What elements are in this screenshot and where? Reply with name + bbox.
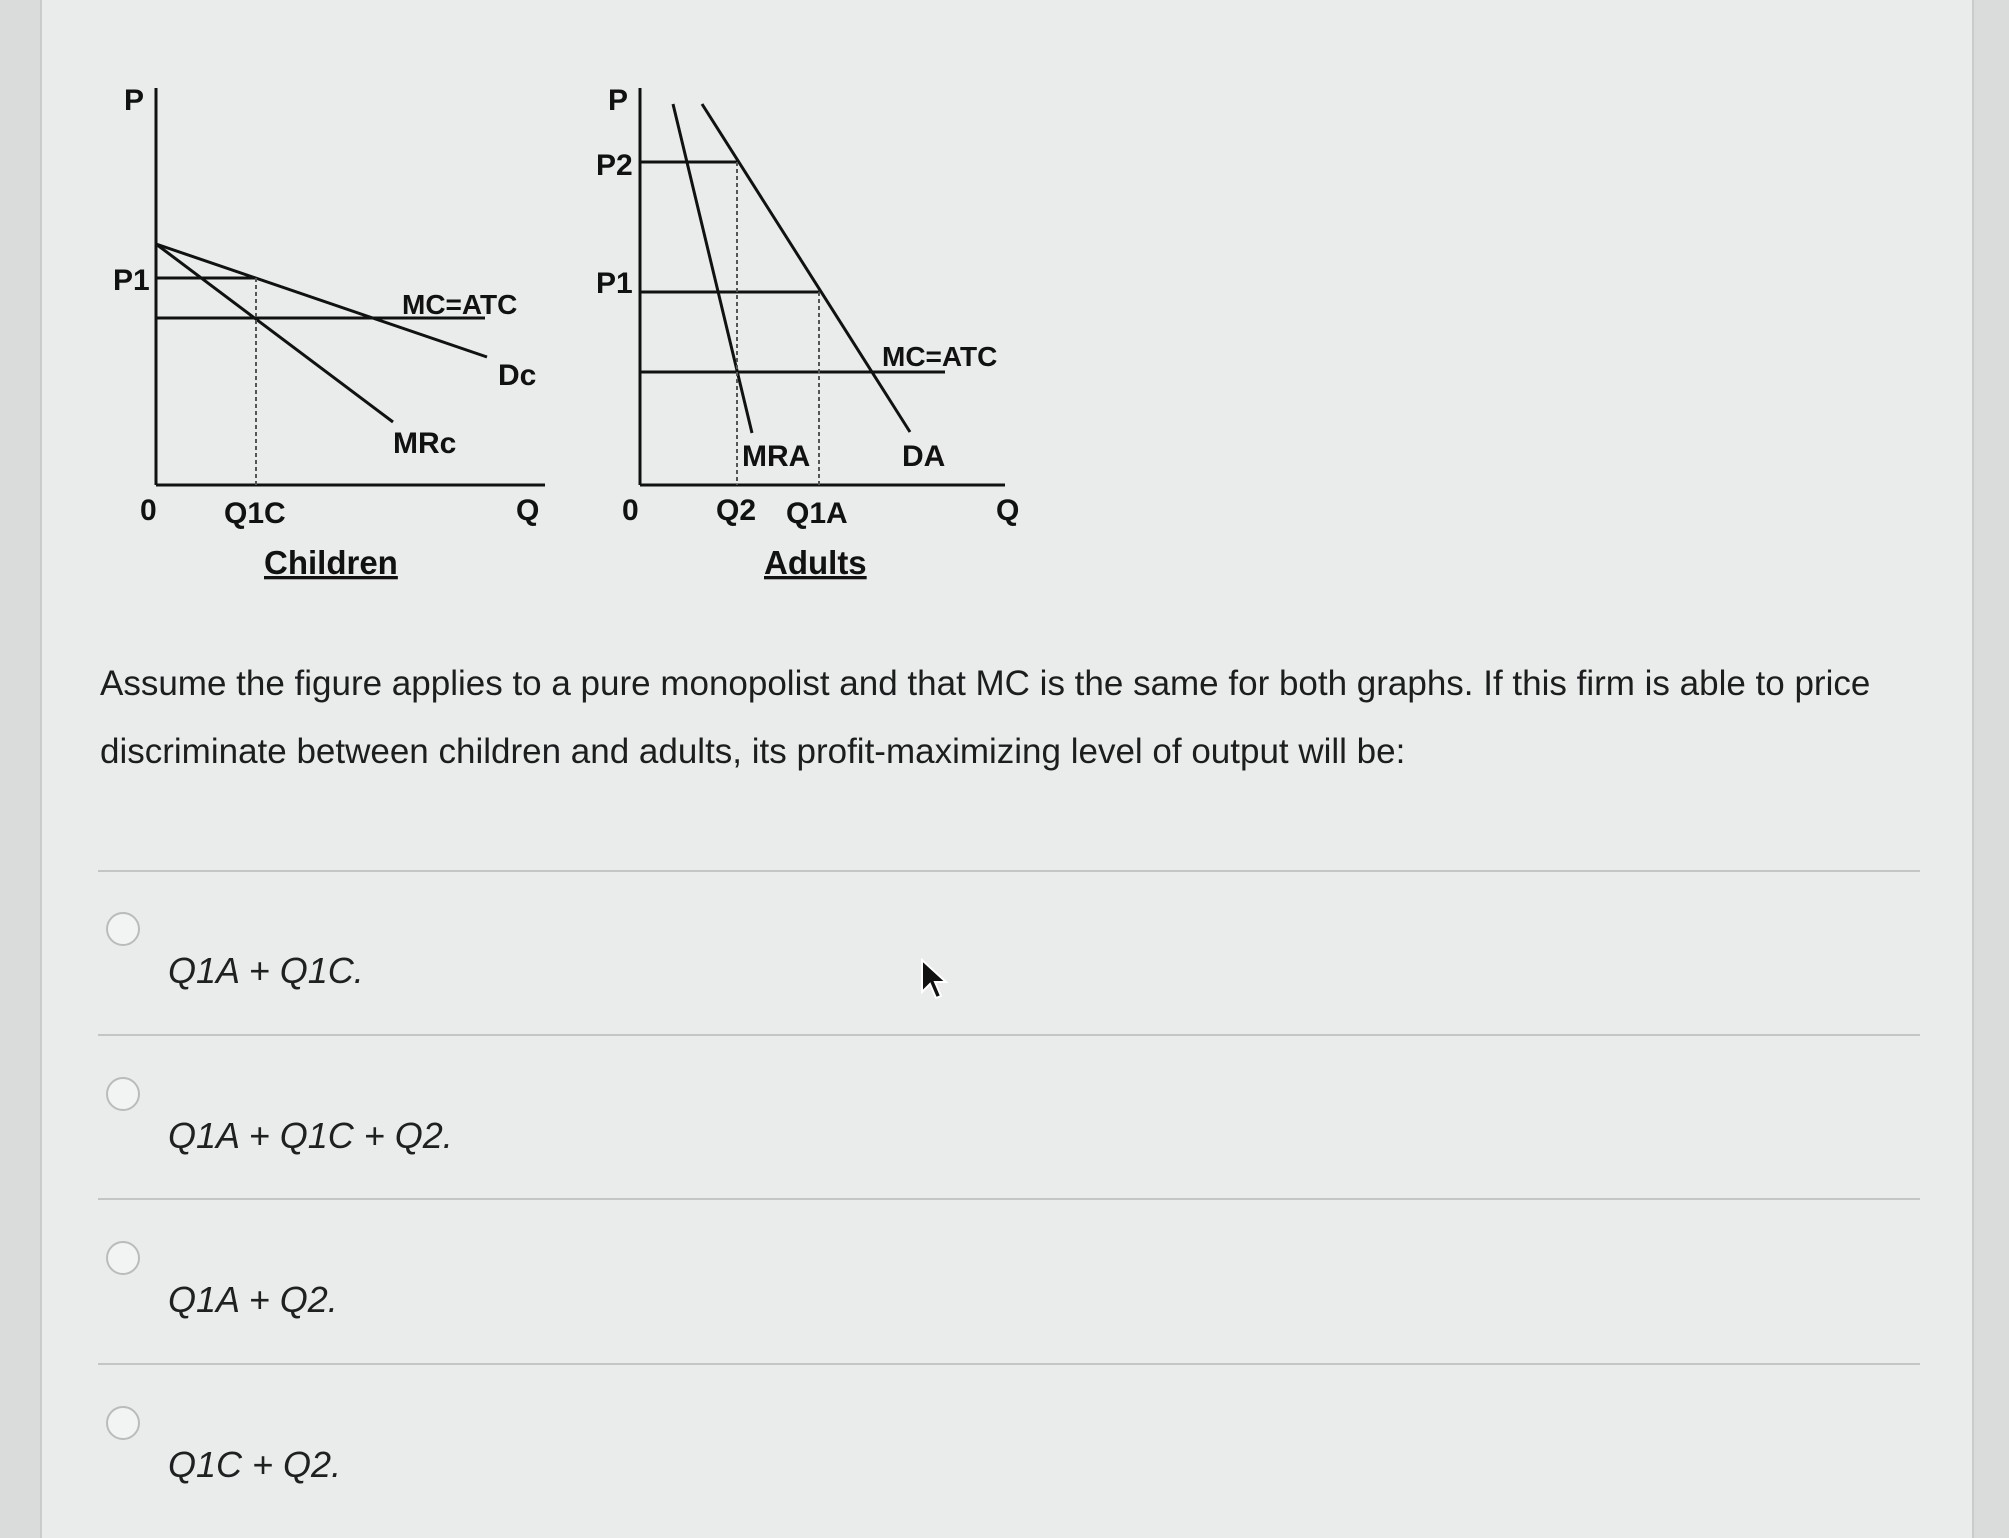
adults-mr-line — [673, 104, 752, 433]
option-4[interactable] — [106, 1406, 1806, 1526]
children-p1-label: P1 — [113, 264, 150, 297]
option-1-label[interactable]: Q1A + Q1C. — [168, 950, 364, 991]
children-graph — [113, 84, 545, 581]
divider — [98, 1034, 1920, 1036]
option-4-label[interactable]: Q1C + Q2. — [168, 1444, 342, 1485]
divider — [98, 1363, 1920, 1365]
children-origin-label: 0 — [140, 494, 157, 527]
adults-origin-label: 0 — [622, 494, 639, 527]
adults-q1a-label: Q1A — [786, 497, 848, 530]
adults-graph — [596, 84, 1019, 581]
option-2-radio[interactable] — [106, 1077, 140, 1111]
children-demand-label: Dc — [498, 359, 537, 392]
adults-p2-label: P2 — [596, 149, 633, 182]
adults-mc-label: MC=ATC — [882, 341, 998, 372]
children-q-axis-label: Q — [516, 494, 540, 527]
option-2[interactable] — [106, 1077, 1806, 1197]
children-q1c-label: Q1C — [224, 497, 286, 530]
adults-mr-label: MRA — [742, 440, 811, 473]
adults-q2-label: Q2 — [716, 494, 757, 527]
adults-demand-label: DA — [902, 440, 946, 473]
option-3[interactable] — [106, 1241, 1806, 1361]
children-p-axis-label: P — [124, 84, 145, 117]
adults-q-axis-label: Q — [996, 494, 1020, 527]
adults-p-axis-label: P — [608, 84, 629, 117]
option-3-radio[interactable] — [106, 1241, 140, 1275]
divider — [98, 870, 1920, 872]
adults-p1-label: P1 — [596, 267, 633, 300]
mouse-pointer-icon — [920, 958, 948, 1002]
adults-demand-line — [702, 104, 910, 432]
option-4-radio[interactable] — [106, 1406, 140, 1440]
adults-title: Adults — [764, 544, 867, 581]
option-1[interactable] — [106, 912, 1806, 1032]
option-1-radio[interactable] — [106, 912, 140, 946]
monopoly-graphs — [0, 0, 2009, 620]
divider — [98, 1198, 1920, 1200]
children-mc-label: MC=ATC — [402, 289, 518, 320]
economics-figure — [0, 0, 2009, 620]
question-text: Assume the figure applies to a pure monopolist and that MC is the same for both graphs. If this firm is able to price discriminate between children and adults, its profit-maximizing level of output will be: — [100, 664, 1871, 771]
children-title: Children — [264, 544, 398, 581]
children-mr-label: MRc — [393, 427, 457, 460]
option-2-label[interactable]: Q1A + Q1C + Q2. — [168, 1115, 453, 1156]
children-mr-line — [156, 244, 393, 422]
option-3-label[interactable]: Q1A + Q2. — [168, 1279, 338, 1320]
